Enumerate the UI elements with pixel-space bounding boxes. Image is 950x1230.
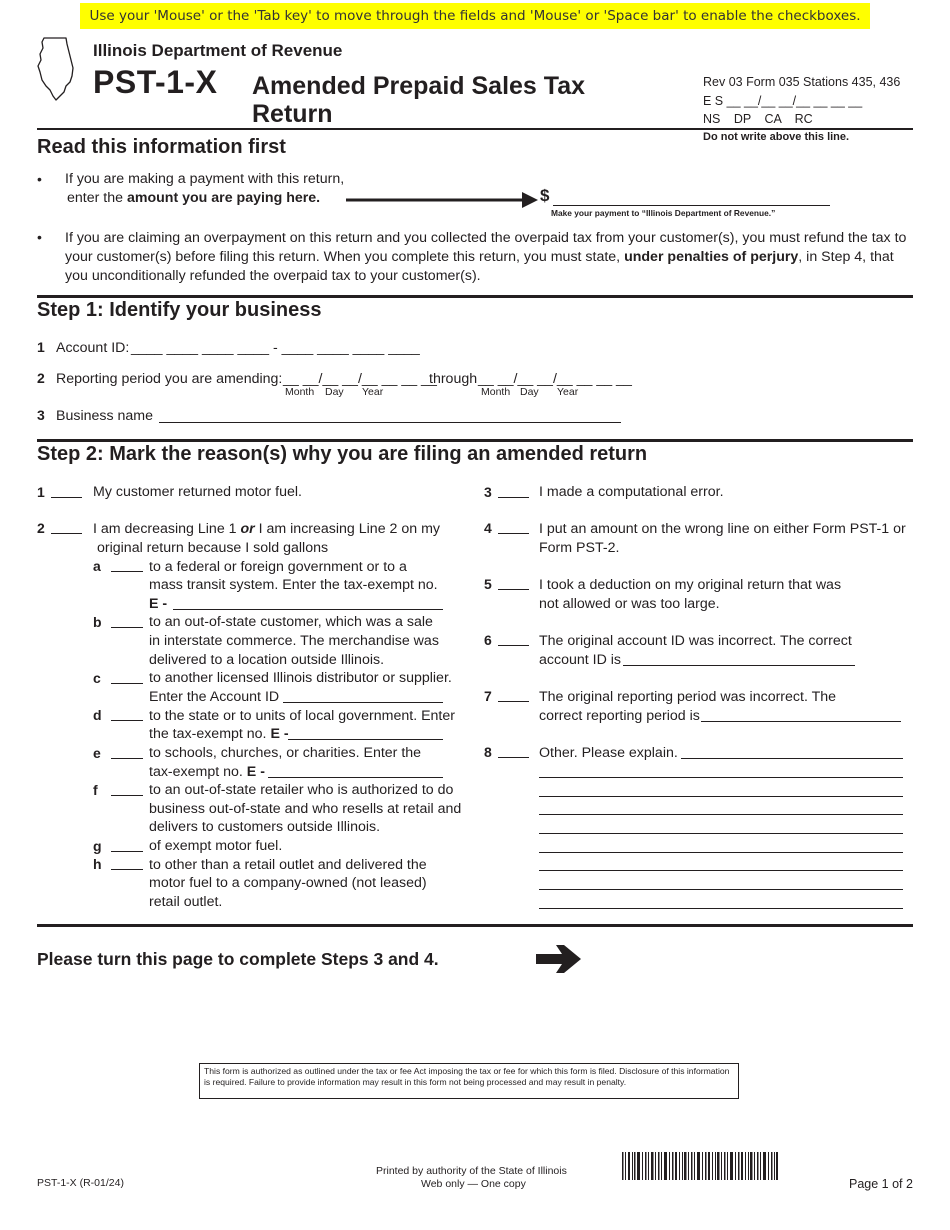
reason-6-line2: account ID is xyxy=(539,652,622,668)
sub-b-line3: delivered to a location outside Illinois. xyxy=(149,652,385,668)
form-title: Amended Prepaid Sales Tax Return xyxy=(252,72,585,128)
payment-amount-input[interactable] xyxy=(553,205,830,206)
page-number: Page 1 of 2 xyxy=(849,1177,913,1191)
account-id-input[interactable]: ____ ____ ____ ____ - ____ ____ ____ ____ xyxy=(131,340,420,356)
sub-e-letter: e xyxy=(93,745,101,761)
reason-4-line2: Form PST-2. xyxy=(539,540,620,556)
sub-e-line2: tax-exempt no. E - xyxy=(149,764,265,780)
through-label: through xyxy=(429,371,478,387)
reason-2-number: 2 xyxy=(37,520,45,536)
sub-a-e-prefix: E - xyxy=(149,596,168,612)
business-name-label: Business name xyxy=(56,408,153,424)
header-divider xyxy=(37,128,913,130)
step1-heading: Step 1: Identify your business xyxy=(37,299,322,321)
correct-period-input[interactable] xyxy=(701,721,901,722)
step1-divider xyxy=(37,295,913,298)
step1-line3-number: 3 xyxy=(37,407,45,423)
reason-5-line1: I took a deduction on my original return that was xyxy=(539,577,842,593)
sub-c-line1: to another licensed Illinois distributor or supplier. xyxy=(149,670,452,686)
form-number: PST-1-X xyxy=(93,64,218,100)
from-day-label: Day xyxy=(325,386,344,398)
reason-5-number: 5 xyxy=(484,576,492,592)
sub-c-letter: c xyxy=(93,670,101,686)
to-day-label: Day xyxy=(520,386,539,398)
explanation-line[interactable] xyxy=(539,852,903,853)
sub-h-line1: to other than a retail outlet and delivered the xyxy=(149,857,427,873)
reason-4-line1: I put an amount on the wrong line on either Form PST-1 or xyxy=(539,521,906,537)
sub-e-exempt-input[interactable] xyxy=(268,777,443,778)
reason-3-text: I made a computational error. xyxy=(539,484,724,500)
es-line: E S __ __/__ __/__ __ __ __ xyxy=(703,94,863,108)
sub-a-line1: to a federal or foreign government or to a xyxy=(149,559,407,575)
reason-5-line2: not allowed or was too large. xyxy=(539,596,720,612)
sub-a-letter: a xyxy=(93,558,101,574)
sub-d-line1: to the state or to units of local government. Enter xyxy=(149,708,455,724)
business-name-input[interactable] xyxy=(159,422,621,423)
sub-f-checkbox[interactable] xyxy=(111,795,143,796)
sub-f-line1: to an out-of-state retailer who is authorized to do xyxy=(149,782,454,798)
reporting-period-label: Reporting period you are amending: xyxy=(56,371,283,387)
sub-d-line2: the tax-exempt no. E - xyxy=(149,726,289,742)
from-month-label: Month xyxy=(285,386,315,398)
intro-bullet1-line2 xyxy=(67,190,320,206)
printed-authority: Printed by authority of the State of Illinois xyxy=(376,1165,567,1177)
rev-line: Rev 03 Form 035 Stations 435, 436 xyxy=(703,75,901,89)
sub-h-letter: h xyxy=(93,856,102,872)
reason-5-checkbox[interactable] xyxy=(498,589,529,590)
illinois-state-icon xyxy=(36,36,78,102)
reason-4-checkbox[interactable] xyxy=(498,533,529,534)
sub-f-line2: business out-of-state and who resells at retail and xyxy=(149,801,462,817)
from-year-label: Year xyxy=(362,386,384,398)
to-year-label: Year xyxy=(557,386,579,398)
sub-b-letter: b xyxy=(93,614,102,630)
sub-b-line2: in interstate commerce. The merchandise was xyxy=(149,633,439,649)
sub-a-checkbox[interactable] xyxy=(111,571,143,572)
step2-divider xyxy=(37,439,913,442)
reason-1-number: 1 xyxy=(37,484,45,500)
sub-g-line1: of exempt motor fuel. xyxy=(149,838,283,854)
reason-8-number: 8 xyxy=(484,744,492,760)
bullet-icon: • xyxy=(37,229,42,245)
step2-heading: Step 2: Mark the reason(s) why you are filing an amended return xyxy=(37,443,648,465)
sub-g-checkbox[interactable] xyxy=(111,851,143,852)
intro-bullet1-line1: If you are making a payment with this return, xyxy=(65,171,345,187)
sub-d-letter: d xyxy=(93,707,102,723)
correct-account-id-input[interactable] xyxy=(623,665,855,666)
ns-line: NS DP CA RC xyxy=(703,112,813,126)
explanation-line[interactable] xyxy=(539,908,903,909)
explanation-line[interactable] xyxy=(681,758,903,759)
to-month-label: Month xyxy=(481,386,511,398)
reason-1-checkbox[interactable] xyxy=(51,497,82,498)
reason-2-line2: original return because I sold gallons xyxy=(97,540,329,556)
period-to-input[interactable]: __ __/__ __/__ __ __ __ xyxy=(478,371,632,387)
intro-bullet1-pre: enter the xyxy=(67,190,127,206)
sub-g-letter: g xyxy=(93,838,102,854)
agency-name: Illinois Department of Revenue xyxy=(93,41,343,60)
disclosure-box: This form is authorized as outlined under the tax or fee Act imposing the tax or fee for which this form is filed. Disclosure of this information is required. Failure to provide information may result in this form not being processed and may result in penalty. xyxy=(199,1063,739,1099)
step1-line1-number: 1 xyxy=(37,339,45,355)
period-from-input[interactable]: __ __/__ __/__ __ __ __ xyxy=(283,371,437,387)
sub-h-checkbox[interactable] xyxy=(111,869,143,870)
sub-a-line2: mass transit system. Enter the tax-exempt no. xyxy=(149,577,438,593)
reason-6-line1: The original account ID was incorrect. The correct xyxy=(539,633,852,649)
sub-e-line1: to schools, churches, or charities. Enter the xyxy=(149,745,422,761)
reason-7-line1: The original reporting period was incorrect. The xyxy=(539,689,837,705)
explanation-line[interactable] xyxy=(539,777,903,778)
sub-d-exempt-input[interactable] xyxy=(288,739,443,740)
sub-c-line2: Enter the Account ID xyxy=(149,689,280,705)
reason-3-checkbox[interactable] xyxy=(498,497,529,498)
sub-e-checkbox[interactable] xyxy=(111,758,143,759)
explanation-line[interactable] xyxy=(539,870,903,871)
step1-line2-number: 2 xyxy=(37,370,45,386)
turn-page-arrow-icon xyxy=(536,943,582,975)
explanation-line[interactable] xyxy=(539,814,903,815)
explanation-line[interactable] xyxy=(539,833,903,834)
reason-8-checkbox[interactable] xyxy=(498,757,529,758)
reason-6-number: 6 xyxy=(484,632,492,648)
explanation-line[interactable] xyxy=(539,889,903,890)
sub-h-line2: motor fuel to a company-owned (not leased) xyxy=(149,875,427,891)
arrow-right-icon xyxy=(346,191,540,209)
do-not-write-note: Do not write above this line. xyxy=(703,131,850,143)
reason-3-number: 3 xyxy=(484,484,492,500)
reason-6-checkbox[interactable] xyxy=(498,645,529,646)
bullet-icon: • xyxy=(37,171,42,187)
reason-7-number: 7 xyxy=(484,688,492,704)
reason-4-number: 4 xyxy=(484,520,492,536)
dollar-sign: $ xyxy=(540,186,550,205)
account-id-label: Account ID: xyxy=(56,340,130,356)
sub-d-checkbox[interactable] xyxy=(111,720,143,721)
sub-f-letter: f xyxy=(93,782,98,798)
sub-b-checkbox[interactable] xyxy=(111,627,143,628)
reason-8-text: Other. Please explain. xyxy=(539,745,678,761)
intro-bullet2: If you are claiming an overpayment on this return and you collected the overpaid tax from your customer(s), you must refund the tax to your customer(s) before filing this return. When you complete this return, you must state, under penalties of perjury, in Step 4, that you unconditionally refunded the overpaid tax to your customer(s). xyxy=(65,230,907,284)
reason-7-checkbox[interactable] xyxy=(498,701,529,702)
sub-h-line3: retail outlet. xyxy=(149,894,223,910)
sub-b-line1: to an out-of-state customer, which was a sale xyxy=(149,614,433,630)
barcode-icon xyxy=(622,1152,778,1180)
turn-page-note: Please turn this page to complete Steps 3 and 4. xyxy=(37,949,439,969)
instruction-banner: Use your 'Mouse' or the 'Tab key' to move through the fields and 'Mouse' or 'Space bar' to enable the checkboxes. xyxy=(80,3,870,29)
reason-2-line1: I am decreasing Line 1 or I am increasing Line 2 on my xyxy=(93,521,440,537)
sub-f-line3: delivers to customers outside Illinois. xyxy=(149,819,381,835)
form-revision: PST-1-X (R-01/24) xyxy=(37,1177,124,1189)
reason-1-text: My customer returned motor fuel. xyxy=(93,484,302,500)
reason-2-checkbox[interactable] xyxy=(51,533,82,534)
intro-bullet1-bold: amount you are paying here. xyxy=(126,190,321,206)
sub-a-exempt-input[interactable] xyxy=(173,609,443,610)
footer-divider xyxy=(37,924,913,927)
payment-note: Make your payment to “Illinois Department of Revenue.” xyxy=(551,208,776,218)
intro-heading: Read this information first xyxy=(37,136,286,158)
sub-c-account-input[interactable] xyxy=(283,702,443,703)
sub-c-checkbox[interactable] xyxy=(111,683,143,684)
reason-7-line2: correct reporting period is xyxy=(539,708,700,724)
web-only-note: Web only — One copy xyxy=(421,1178,526,1190)
explanation-line[interactable] xyxy=(539,796,903,797)
